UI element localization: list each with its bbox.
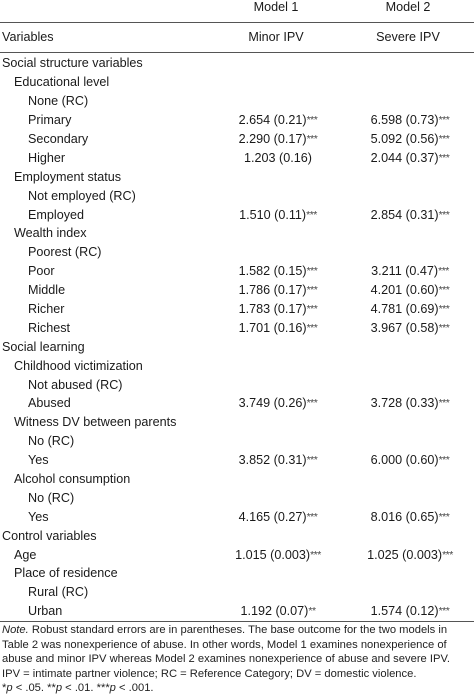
coefficient-value: 2.854 (0.31) <box>370 207 439 222</box>
coefficient-value: 6.000 (0.60) <box>370 453 439 468</box>
model2-cell <box>344 470 474 489</box>
model2-cell <box>344 337 474 356</box>
sig-value: < .01. <box>62 682 97 695</box>
coefficient-value: 3.967 (0.58) <box>370 320 439 335</box>
table-row <box>0 224 474 243</box>
row-label: Poor <box>28 264 55 279</box>
model1-cell <box>212 186 344 205</box>
row-label: Social structure variables <box>2 56 143 71</box>
model1-cell <box>212 318 344 337</box>
row-label: No (RC) <box>28 490 75 505</box>
coefficient-value: 3.728 (0.33) <box>370 396 439 411</box>
significance-stars: ** <box>308 605 316 618</box>
note-label: Note. <box>2 624 29 636</box>
significance-stars: *** <box>306 208 317 221</box>
model1-cell <box>212 111 344 130</box>
table-row <box>0 488 474 507</box>
table-row <box>0 602 474 621</box>
significance-stars: *** <box>442 548 453 561</box>
model1-cell <box>212 507 344 526</box>
model1-cell <box>212 602 344 621</box>
significance-stars: *** <box>438 284 450 297</box>
model1-cell <box>212 375 344 394</box>
row-label: Richer <box>28 302 65 317</box>
p-symbol: p <box>109 682 116 695</box>
model1-cell <box>212 224 344 243</box>
header-rule-top <box>0 22 474 23</box>
model1-cell <box>212 451 344 470</box>
row-label: Yes <box>28 509 49 524</box>
model1-cell <box>212 167 344 186</box>
model1-cell <box>212 54 344 73</box>
abbreviations-line: IPV = intimate partner violence; RC = Reference Category; DV = domestic violence. <box>2 667 417 680</box>
significance-stars: *** <box>306 265 318 278</box>
coefficient-value: 1.582 (0.15) <box>238 264 307 279</box>
coefficient-value: 1.015 (0.003) <box>235 547 311 562</box>
row-label: Poorest (RC) <box>28 245 102 260</box>
coefficient-value: 1.192 (0.07) <box>240 604 309 619</box>
row-label: Urban <box>28 604 63 619</box>
model1-cell <box>212 545 344 564</box>
row-label: Secondary <box>28 132 89 146</box>
coefficient-value: 3.852 (0.31) <box>238 453 307 468</box>
model2-cell <box>344 394 474 413</box>
significance-stars: *** <box>306 510 318 523</box>
model1-heading: Model 1 <box>253 0 299 14</box>
significance-stars: *** <box>438 133 450 145</box>
coefficient-value: 1.786 (0.17) <box>238 283 307 298</box>
p-symbol: p <box>6 682 13 695</box>
model2-cell <box>344 488 474 507</box>
significance-stars: *** <box>438 454 450 467</box>
model1-cell <box>212 526 344 545</box>
row-label: Place of residence <box>14 566 118 581</box>
table-row <box>0 167 474 186</box>
significance-stars: *** <box>438 265 449 278</box>
significance-stars: *** <box>306 284 318 297</box>
model2-cell <box>344 92 474 111</box>
coefficient-value: 1.510 (0.11) <box>239 207 307 222</box>
model1-cell <box>212 205 344 224</box>
model2-cell <box>344 186 474 205</box>
model1-cell <box>212 262 344 281</box>
significance-stars: *** <box>438 151 450 164</box>
significance-stars: *** <box>438 510 450 523</box>
row-label: Employment status <box>14 169 122 184</box>
sig-marker: *** <box>96 682 110 695</box>
row-label: Control variables <box>2 528 97 543</box>
sig-marker: ** <box>47 682 56 695</box>
row-label: Richest <box>28 320 70 335</box>
significance-stars: *** <box>438 321 450 334</box>
model1-cell <box>212 130 344 149</box>
row-label: Wealth index <box>14 226 87 241</box>
table-row <box>0 54 474 73</box>
coefficient-value: 2.654 (0.21) <box>238 113 307 128</box>
table-row <box>0 73 474 92</box>
model2-cell <box>344 281 474 300</box>
coefficient-value: 5.092 (0.56) <box>370 132 439 146</box>
note-text: Robust standard errors are in parentheses. The base outcome for the two models in Table 2 was nonexperience of abuse. In other words, Model 1 examines nonexperience of abuse and minor IPV whereas Model 2 examines nonexperience of abuse and severe IPV. <box>2 624 450 666</box>
table-row <box>0 356 474 375</box>
table-note <box>2 623 472 696</box>
model1-cell <box>212 470 344 489</box>
table-row <box>0 375 474 394</box>
model2-cell <box>344 262 474 281</box>
model2-subheading: Severe IPV <box>376 30 440 44</box>
table-row <box>0 92 474 111</box>
sig-value: < .001. <box>115 682 154 695</box>
model1-cell <box>212 356 344 375</box>
significance-stars: *** <box>306 114 318 127</box>
model1-cell <box>212 583 344 602</box>
significance-stars: *** <box>306 321 318 334</box>
coefficient-value: 3.749 (0.26) <box>238 396 307 411</box>
table-row <box>0 583 474 602</box>
coefficient-value: 4.781 (0.69) <box>370 302 439 317</box>
model2-cell <box>344 54 474 73</box>
row-label: Middle <box>28 283 66 298</box>
table-row <box>0 300 474 319</box>
model1-cell <box>212 413 344 432</box>
model2-cell <box>344 507 474 526</box>
row-label: Social learning <box>2 339 85 354</box>
table-body <box>0 54 474 621</box>
model1-cell <box>212 148 344 167</box>
model2-cell <box>344 205 474 224</box>
table-bottom-rule <box>0 621 474 622</box>
row-label: Primary <box>28 113 72 128</box>
model2-cell <box>344 375 474 394</box>
model2-cell <box>344 432 474 451</box>
significance-stars: *** <box>438 397 450 410</box>
significance-line <box>2 681 472 696</box>
note-paragraph <box>2 623 472 667</box>
model2-cell <box>344 318 474 337</box>
significance-stars: *** <box>438 303 450 316</box>
table-row <box>0 451 474 470</box>
row-label: No (RC) <box>28 434 75 449</box>
significance-stars: *** <box>438 208 450 221</box>
table-row <box>0 413 474 432</box>
table-row <box>0 186 474 205</box>
row-label: Yes <box>28 453 49 468</box>
model1-cell <box>212 432 344 451</box>
model2-cell <box>344 167 474 186</box>
model1-cell <box>212 281 344 300</box>
header-rule-bottom <box>0 52 474 53</box>
row-label: Rural (RC) <box>28 585 89 600</box>
coefficient-value: 4.201 (0.60) <box>370 283 439 298</box>
row-label: Employed <box>28 207 85 222</box>
table-row <box>0 337 474 356</box>
significance-stars: *** <box>306 303 318 316</box>
table-row <box>0 262 474 281</box>
row-label: Age <box>14 547 37 562</box>
model2-cell <box>344 413 474 432</box>
coefficient-value: 1.783 (0.17) <box>238 302 307 317</box>
table-row <box>0 507 474 526</box>
model2-cell <box>344 583 474 602</box>
row-label: Educational level <box>14 75 110 90</box>
model2-cell <box>344 564 474 583</box>
model1-cell <box>212 337 344 356</box>
table-row <box>0 470 474 489</box>
row-label: Not abused (RC) <box>28 377 123 392</box>
significance-stars: *** <box>438 605 450 618</box>
table-row <box>0 526 474 545</box>
model1-cell <box>212 243 344 262</box>
model1-cell <box>212 394 344 413</box>
model1-cell <box>212 488 344 507</box>
table-row <box>0 243 474 262</box>
variables-heading: Variables <box>2 30 54 44</box>
model1-cell <box>212 92 344 111</box>
coefficient-value: 4.165 (0.27) <box>238 509 307 524</box>
coefficient-value: 2.290 (0.17) <box>238 132 307 146</box>
row-label: None (RC) <box>28 94 89 109</box>
table-row <box>0 564 474 583</box>
model1-subheading: Minor IPV <box>248 30 304 44</box>
model2-cell <box>344 545 474 564</box>
significance-stars: *** <box>310 548 321 561</box>
p-symbol: p <box>55 682 63 695</box>
model2-cell <box>344 111 474 130</box>
row-label: Abused <box>28 396 71 411</box>
row-label: Childhood victimization <box>14 358 143 373</box>
table-row <box>0 432 474 451</box>
table-row <box>0 281 474 300</box>
row-label: Witness DV between parents <box>14 415 177 430</box>
coefficient-value: 2.044 (0.37) <box>370 150 439 165</box>
table-row <box>0 111 474 130</box>
table-row <box>0 394 474 413</box>
row-label: Not employed (RC) <box>28 188 136 203</box>
coefficient-value: 1.574 (0.12) <box>370 604 439 619</box>
table-row <box>0 130 474 149</box>
table-row <box>0 545 474 564</box>
table-row <box>0 318 474 337</box>
model2-heading: Model 2 <box>385 0 431 14</box>
model2-cell <box>344 602 474 621</box>
coefficient-value: 6.598 (0.73) <box>370 113 439 128</box>
model2-cell <box>344 300 474 319</box>
coefficient-value: 8.016 (0.65) <box>370 509 439 524</box>
model2-cell <box>344 224 474 243</box>
table-row <box>0 148 474 167</box>
model2-cell <box>344 148 474 167</box>
model2-cell <box>344 356 474 375</box>
model2-cell <box>344 73 474 92</box>
significance-stars: *** <box>438 114 450 127</box>
coefficient-value: 1.203 (0.16) <box>244 150 312 165</box>
significance-stars: *** <box>306 454 318 467</box>
model2-cell <box>344 130 474 149</box>
model2-cell <box>344 526 474 545</box>
model1-cell <box>212 73 344 92</box>
model1-cell <box>212 300 344 319</box>
model2-cell <box>344 243 474 262</box>
coefficient-value: 1.025 (0.003) <box>367 547 443 562</box>
sig-value: < .05. <box>12 682 48 695</box>
row-label: Alcohol consumption <box>14 472 131 487</box>
sig-marker: * <box>2 682 7 695</box>
table-row <box>0 205 474 224</box>
significance-stars: *** <box>306 397 318 410</box>
model2-cell <box>344 451 474 470</box>
model1-cell <box>212 564 344 583</box>
coefficient-value: 1.701 (0.16) <box>238 320 307 335</box>
significance-stars: *** <box>306 133 318 145</box>
coefficient-value: 3.211 (0.47) <box>371 264 439 279</box>
row-label: Higher <box>28 150 66 165</box>
